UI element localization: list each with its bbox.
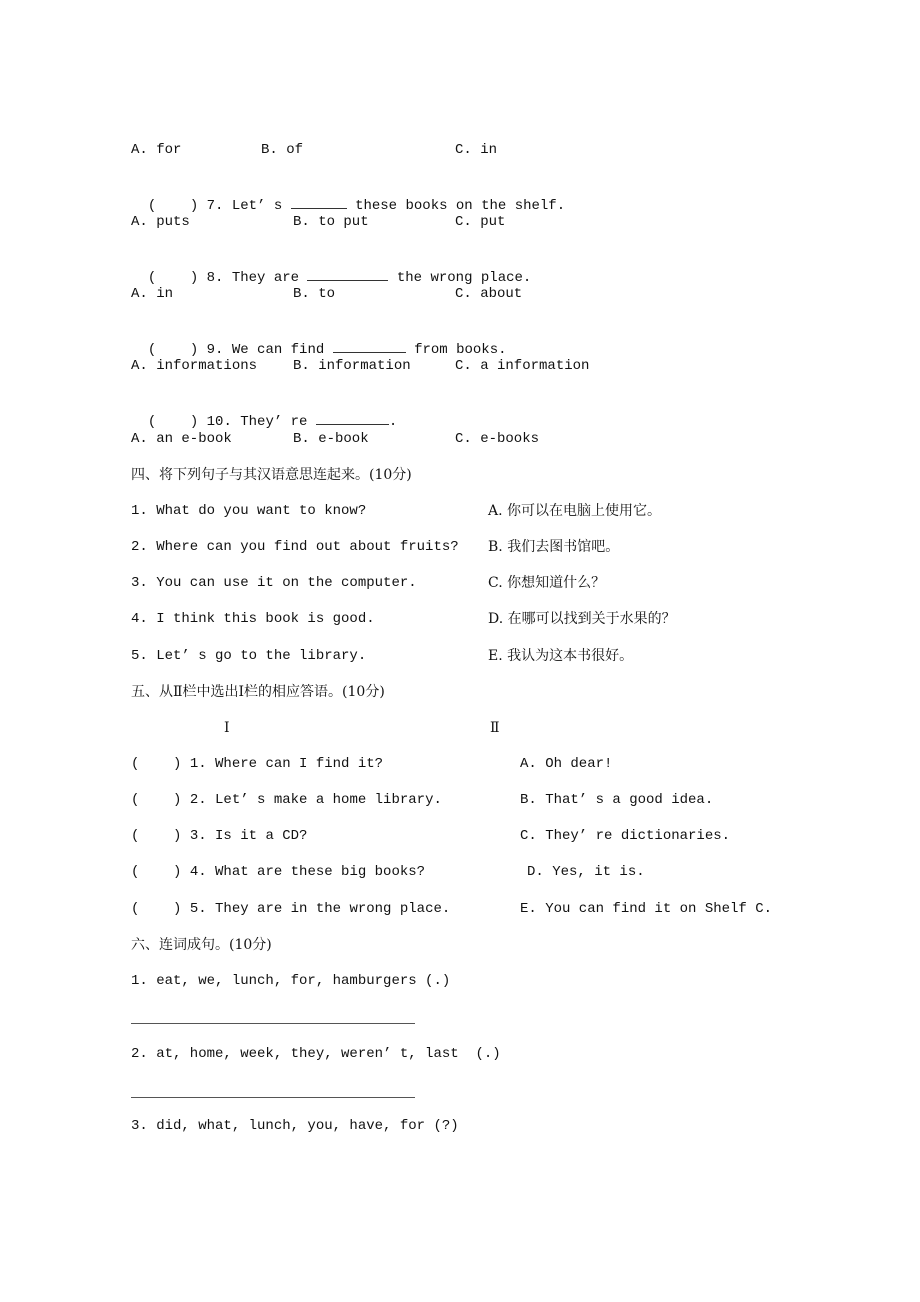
q9-option-c: C. a information: [455, 358, 590, 374]
answer-paren: ( ): [131, 901, 182, 917]
q10-option-a: A. an e-book: [131, 431, 232, 447]
match-right-item: B. 我们去图书馆吧。: [488, 539, 620, 555]
word-order-item: 1. eat, we, lunch, for, hamburgers (.): [131, 973, 451, 989]
response-option: A. Oh dear!: [520, 756, 613, 772]
section-4-title: 四、将下列句子与其汉语意思连起来。(10分): [131, 467, 412, 483]
answer-paren: ( ): [147, 198, 199, 214]
q10-option-c: C. e-books: [455, 431, 540, 447]
response-option: E. You can find it on Shelf C.: [520, 901, 773, 917]
match-left-item: 5. Let’ s go to the library.: [131, 648, 367, 664]
q7-option-a: A. puts: [131, 214, 190, 230]
answer-blank: [333, 339, 406, 353]
word-order-item: 3. did, what, lunch, you, have, for (?): [131, 1118, 459, 1134]
q6-option-a: A. for: [131, 142, 182, 158]
question-text: 2. Let’ s make a home library.: [189, 792, 442, 808]
question-stem-end: the wrong place.: [396, 270, 532, 286]
column-2-header: Ⅱ: [490, 720, 500, 736]
question-stem: 7. Let’ s: [206, 198, 283, 214]
match-left-item: 3. You can use it on the computer.: [131, 575, 417, 591]
question-stem-end: these books on the shelf.: [355, 198, 566, 214]
match-right-item: D. 在哪可以找到关于水果的？: [488, 611, 676, 627]
q10-option-b: B. e-book: [293, 431, 369, 447]
match-left-item: 2. Where can you find out about fruits?: [131, 539, 459, 555]
match-left-item: 1. What do you want to know?: [131, 503, 367, 519]
q6-option-b: B. of: [261, 142, 304, 158]
question-7: [131, 177, 565, 215]
q9-option-a: A. informations: [131, 358, 258, 374]
q6-option-c: C. in: [455, 142, 498, 158]
response-question: [131, 755, 383, 773]
q9-option-b: B. information: [293, 358, 411, 374]
question-8: [131, 249, 531, 287]
response-question: [131, 827, 307, 845]
answer-blank: [316, 411, 389, 425]
column-1-header: Ⅰ: [224, 720, 230, 736]
answer-paren: ( ): [147, 270, 199, 286]
section-6-title: 六、连词成句。(10分): [131, 937, 272, 953]
answer-paren: ( ): [131, 756, 182, 772]
response-option: C. They’ re dictionaries.: [520, 828, 731, 844]
question-text: 5. They are in the wrong place.: [189, 901, 451, 917]
question-stem-end: from books.: [414, 342, 507, 358]
answer-paren: ( ): [147, 342, 199, 358]
q7-option-b: B. to put: [293, 214, 369, 230]
question-text: 3. Is it a CD?: [189, 828, 308, 844]
answer-paren: ( ): [131, 864, 182, 880]
answer-blank: [307, 267, 388, 281]
response-option: B. That’ s a good idea.: [520, 792, 714, 808]
q7-option-c: C. put: [455, 214, 506, 230]
question-text: 4. What are these big books?: [189, 864, 426, 880]
match-left-item: 4. I think this book is good.: [131, 611, 375, 627]
question-10: [131, 393, 397, 431]
answer-line: [131, 1023, 415, 1024]
answer-paren: ( ): [131, 828, 182, 844]
match-right-item: E. 我认为这本书很好。: [488, 648, 634, 664]
q8-option-c: C. about: [455, 286, 523, 302]
match-right-item: A. 你可以在电脑上使用它。: [488, 503, 662, 519]
q8-option-a: A. in: [131, 286, 174, 302]
answer-blank: [291, 195, 347, 209]
q8-option-b: B. to: [293, 286, 336, 302]
question-text: 1. Where can I find it?: [189, 756, 384, 772]
question-9: [131, 321, 507, 359]
word-order-item: 2. at, home, week, they, weren’ t, last (.): [131, 1046, 501, 1062]
response-question: [131, 863, 425, 881]
question-stem: 8. They are: [206, 270, 300, 286]
response-question: [131, 900, 450, 918]
answer-line: [131, 1097, 415, 1098]
question-stem: 10. They’ re: [206, 414, 308, 430]
response-question: [131, 791, 442, 809]
answer-paren: ( ): [147, 414, 199, 430]
question-stem-end: .: [388, 414, 398, 430]
response-option: D. Yes, it is.: [527, 864, 645, 880]
question-stem: 9. We can find: [206, 342, 325, 358]
section-5-title: 五、从Ⅱ栏中选出Ⅰ栏的相应答语。(10分): [131, 684, 385, 700]
match-right-item: C. 你想知道什么？: [488, 575, 606, 591]
answer-paren: ( ): [131, 792, 182, 808]
